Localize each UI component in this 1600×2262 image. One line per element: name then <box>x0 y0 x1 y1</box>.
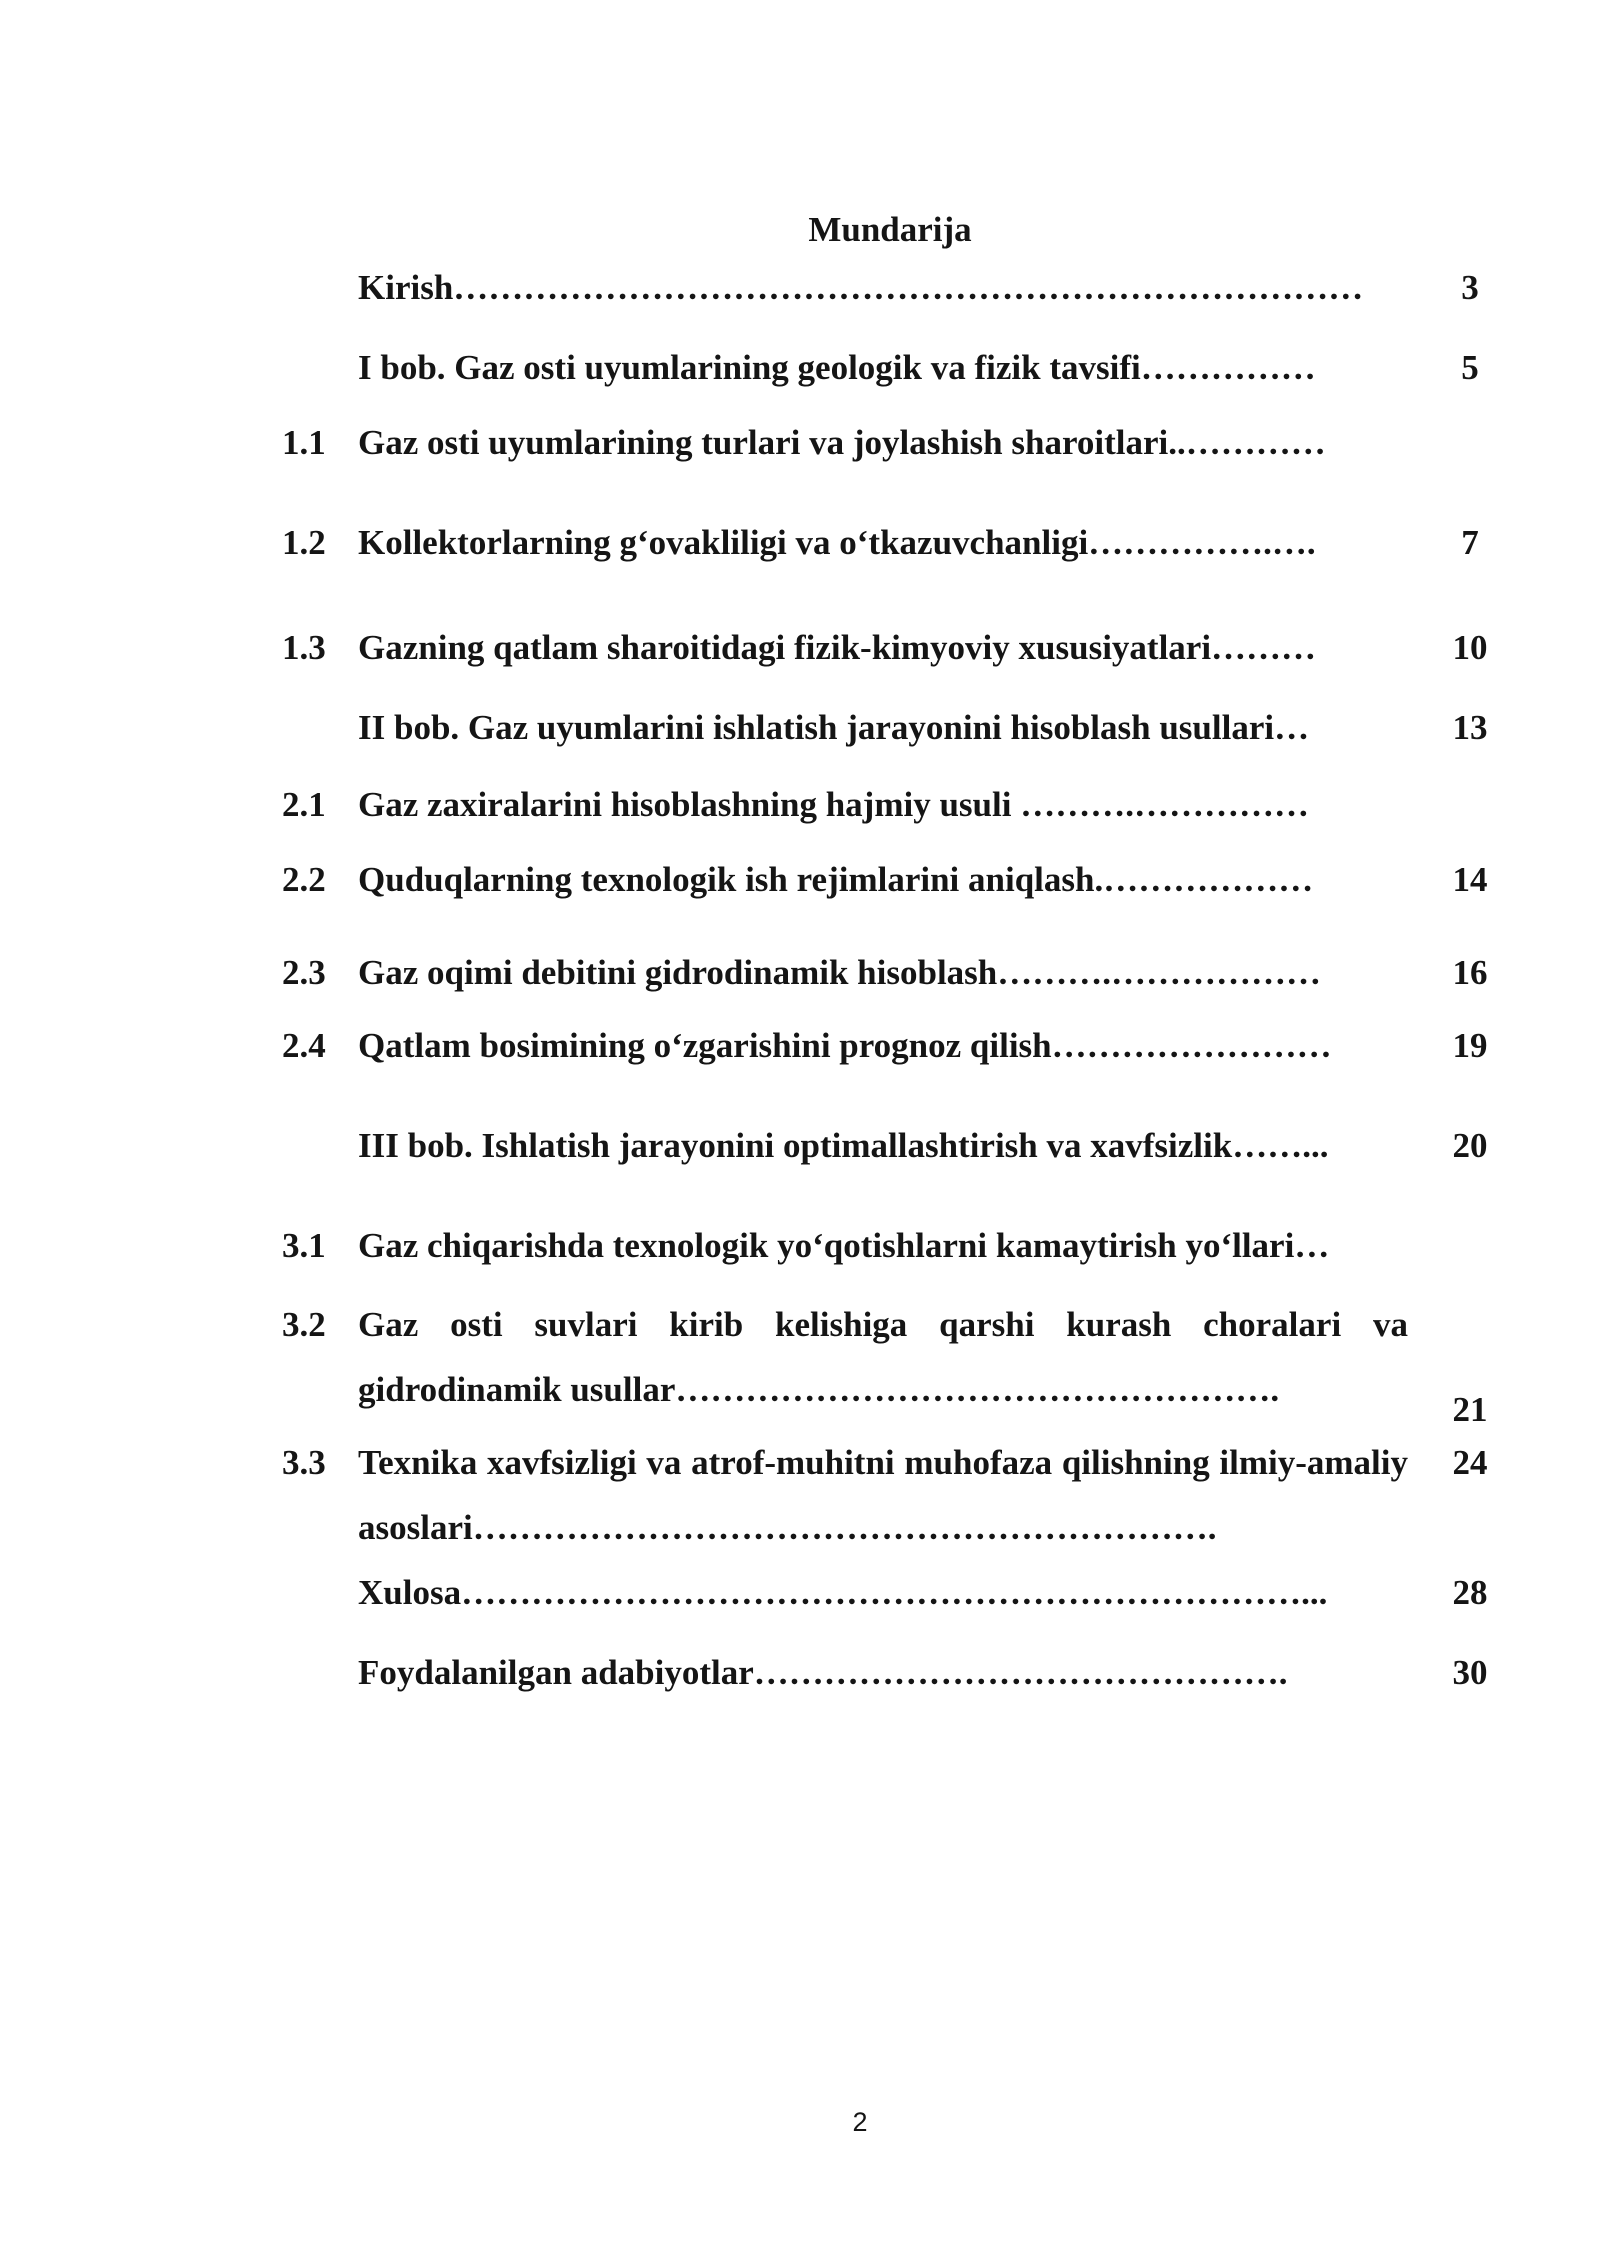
toc-entry-text: Texnika xavfsizligi va atrof-muhitni muhofaza qilishning ilmiy-amaliy asoslari………………………………………………………. <box>358 1443 1408 1547</box>
toc-entry-page: 7 <box>1461 523 1479 562</box>
toc-entry-text: Foydalanilgan adabiyotlar………………………………………. <box>358 1653 1288 1692</box>
toc-entry-text: Xulosa………………………………………………………………... <box>358 1573 1328 1612</box>
toc-entry-text: Kirish…………………………………………………………………… <box>358 268 1364 307</box>
toc-entry-page: 16 <box>1452 953 1488 992</box>
toc-entry-text: Gaz osti suvlari kirib kelishiga qarshi kurash choralari va gidrodinamik usullar……………………………………………. <box>358 1305 1408 1409</box>
toc-entry-page: 30 <box>1452 1653 1488 1692</box>
toc-entry-page: 14 <box>1452 860 1488 899</box>
toc-entry-number: 3.1 <box>282 1226 326 1265</box>
toc-entry-text: Kollektorlarning g‘ovakliligi va o‘tkazuvchanligi…………….…. <box>358 523 1316 562</box>
toc-entry-number: 1.2 <box>282 523 326 562</box>
toc-entry-text: Qatlam bosimining o‘zgarishini prognoz qilish…………………… <box>358 1026 1332 1065</box>
toc-entry-page: 21 <box>1452 1390 1488 1429</box>
toc-entry-number: 1.1 <box>282 423 326 462</box>
toc-entry-number: 2.2 <box>282 860 326 899</box>
toc-entry-page: 24 <box>1452 1443 1488 1482</box>
toc-entry-text: Quduqlarning texnologik ish rejimlarini aniqlash.……………… <box>358 860 1314 899</box>
toc-entry-number: 3.2 <box>282 1305 326 1344</box>
toc-entry-text: I bob. Gaz osti uyumlarining geologik va fizik tavsifi…………… <box>358 348 1316 387</box>
toc-entry-text: Gaz zaxiralarini hisoblashning hajmiy usuli ……….…………… <box>358 785 1309 824</box>
toc-title: Mundarija <box>808 210 972 249</box>
toc-entry-text: Gaz oqimi debitini gidrodinamik hisoblash……….……………… <box>358 953 1322 992</box>
toc-entry-number: 2.4 <box>282 1026 326 1065</box>
toc-entry-text: III bob. Ishlatish jarayonini optimallashtirish va xavfsizlik……... <box>358 1126 1329 1165</box>
toc-entry-page: 13 <box>1452 708 1488 747</box>
toc-entry-text: Gaz chiqarishda texnologik yo‘qotishlarni kamaytirish yo‘llari… <box>358 1226 1330 1265</box>
toc-entry-number: 2.1 <box>282 785 326 824</box>
toc-entry-number: 1.3 <box>282 628 326 667</box>
toc-entry-page: 10 <box>1452 628 1488 667</box>
toc-entry-page: 20 <box>1452 1126 1488 1165</box>
toc-entry-page: 19 <box>1452 1026 1488 1065</box>
toc-entry-number: 2.3 <box>282 953 326 992</box>
toc-entry-text: Gazning qatlam sharoitidagi fizik-kimyoviy xususiyatlari……… <box>358 628 1317 667</box>
toc-entry-text: Gaz osti uyumlarining turlari va joylashish sharoitlari..………… <box>358 423 1326 462</box>
toc-entry-page: 28 <box>1452 1573 1488 1612</box>
toc-entry-page: 5 <box>1461 348 1479 387</box>
toc-entry-page: 3 <box>1461 268 1479 307</box>
page-number: 2 <box>852 2107 868 2137</box>
toc-entry-text: II bob. Gaz uyumlarini ishlatish jarayonini hisoblash usullari… <box>358 708 1310 747</box>
toc-entry-number: 3.3 <box>282 1443 326 1482</box>
